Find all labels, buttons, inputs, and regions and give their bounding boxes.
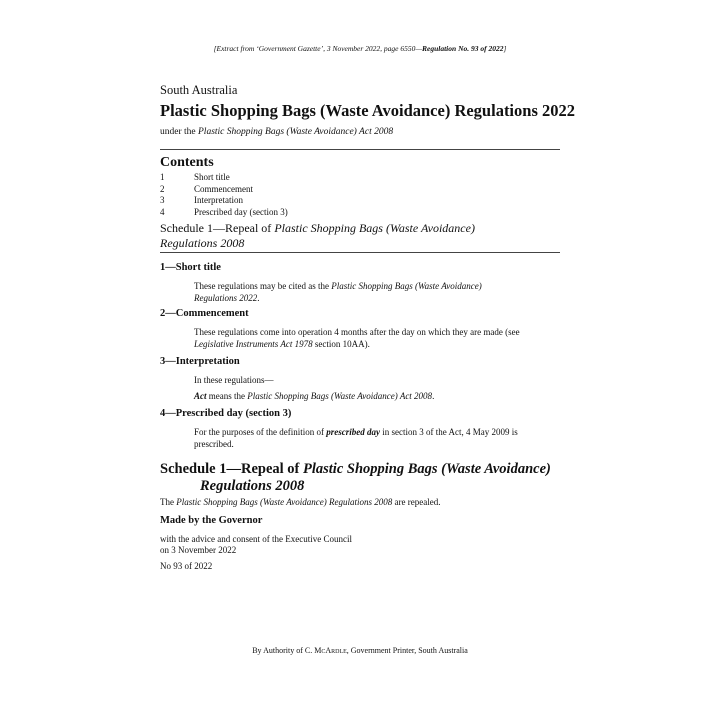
schedule-body: The Plastic Shopping Bags (Waste Avoidance) Regulations 2008 are repealed. bbox=[160, 497, 441, 507]
section-body: These regulations may be cited as the Plastic Shopping Bags (Waste Avoidance) Regulations 2022. bbox=[194, 281, 482, 303]
enabling-act-line: under the Plastic Shopping Bags (Waste Avoidance) Act 2008 bbox=[160, 127, 394, 137]
section-heading: 4—Prescribed day (section 3) bbox=[160, 408, 292, 419]
made-date: on 3 November 2022 bbox=[160, 545, 237, 555]
schedule-heading: Schedule 1—Repeal of Plastic Shopping Bags (Waste Avoidance) Regulations 2008 bbox=[160, 461, 551, 494]
section-heading: 3—Interpretation bbox=[160, 356, 240, 367]
divider bbox=[160, 252, 560, 253]
section-body: For the purposes of the definition of prescribed day in section 3 of the Act, 4 May 2009 is prescribed. bbox=[194, 427, 518, 449]
toc-schedule-item[interactable]: Schedule 1—Repeal of Plastic Shopping Bags (Waste Avoidance) Regulations 2008 bbox=[160, 221, 475, 250]
contents-heading: Contents bbox=[160, 155, 214, 170]
jurisdiction: South Australia bbox=[160, 83, 238, 97]
made-by-line: with the advice and consent of the Executive Council bbox=[160, 534, 352, 544]
toc-item[interactable]: 4 Prescribed day (section 3) bbox=[160, 206, 288, 217]
section-heading: 2—Commencement bbox=[160, 308, 249, 319]
table-of-contents bbox=[160, 172, 288, 218]
gazette-extract-note: [Extract from ‘Government Gazette’, 3 November 2022, page 6550—Regulation No. 93 of 2022] bbox=[213, 44, 507, 53]
printer-footer: By Authority of C. McArdle, Government Printer, South Australia bbox=[252, 646, 468, 655]
section-body: In these regulations— bbox=[194, 375, 274, 385]
section-body: These regulations come into operation 4 months after the day on which they are made (see Legislative Instruments Act 1978 section 10AA). bbox=[194, 327, 520, 349]
toc-item[interactable]: 1 Short title bbox=[160, 172, 230, 182]
section-heading: 1—Short title bbox=[160, 262, 221, 273]
divider bbox=[160, 149, 560, 150]
regulation-title: Plastic Shopping Bags (Waste Avoidance) Regulations 2022 bbox=[160, 101, 575, 120]
definition: Act means the Plastic Shopping Bags (Waste Avoidance) Act 2008. bbox=[194, 391, 435, 401]
made-by-heading: Made by the Governor bbox=[160, 515, 263, 526]
regulation-number: No 93 of 2022 bbox=[160, 561, 213, 571]
toc-item[interactable]: 3 Interpretation bbox=[160, 195, 243, 205]
toc-item[interactable]: 2 Commencement bbox=[160, 183, 253, 194]
